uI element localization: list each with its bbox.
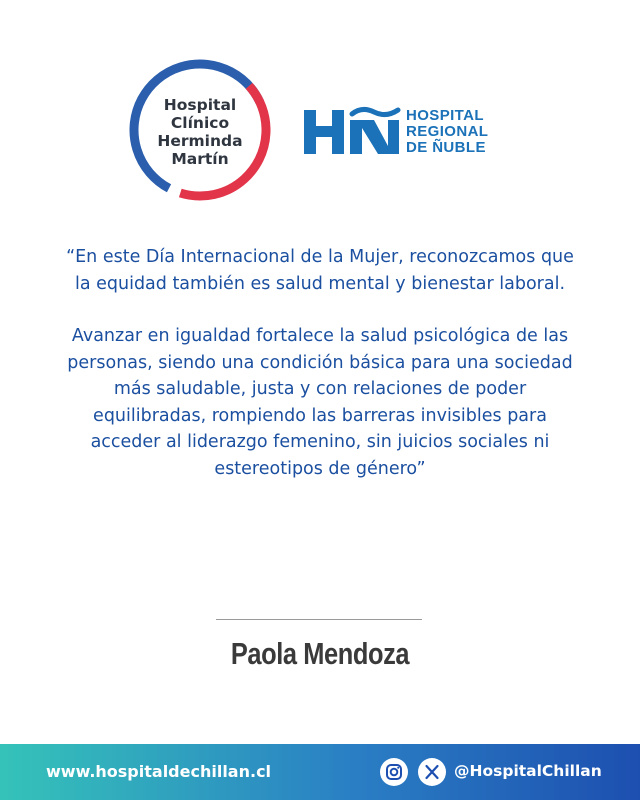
hchm-logo-wordmark [128, 96, 272, 168]
hospital-clinico-herminda-martin-logo [128, 58, 272, 202]
logos-header [0, 56, 640, 206]
hrn-line: HOSPITAL [406, 107, 484, 124]
quote-block [60, 244, 580, 482]
quote-paragraph: “En este Día Internacional de la Mujer, reconozcamos que la equidad también es salud mental y bienestar laboral. [66, 247, 574, 294]
hrn-line: REGIONAL [406, 123, 489, 140]
divider [216, 619, 422, 620]
footer-bar [0, 744, 640, 800]
hrn-monogram-icon [302, 106, 402, 156]
hchm-line: Herminda [157, 132, 243, 150]
hchm-line: Hospital [163, 96, 237, 114]
x-icon[interactable] [418, 758, 446, 786]
hchm-line: Clínico [170, 114, 230, 132]
hrn-logo-wordmark [406, 108, 488, 156]
instagram-icon[interactable] [380, 758, 408, 786]
hrn-line: DE ÑUBLE [406, 139, 486, 156]
website-link[interactable]: www.hospitaldechillan.cl [46, 762, 272, 781]
hchm-line: Martín [171, 150, 229, 168]
author-name: Paola Mendoza [230, 636, 410, 671]
social-handle[interactable]: @HospitalChillan [454, 762, 602, 780]
hospital-regional-nuble-logo [302, 106, 512, 158]
quote-paragraph: Avanzar en igualdad fortalece la salud psicológica de las personas, siendo una condición básica para una sociedad más saludable, justa y con relaciones de poder equilibradas, rompiendo las barreras invisibles para acceder al liderazgo femenino, sin juicios sociales ni estereotipos de género” [67, 326, 573, 479]
